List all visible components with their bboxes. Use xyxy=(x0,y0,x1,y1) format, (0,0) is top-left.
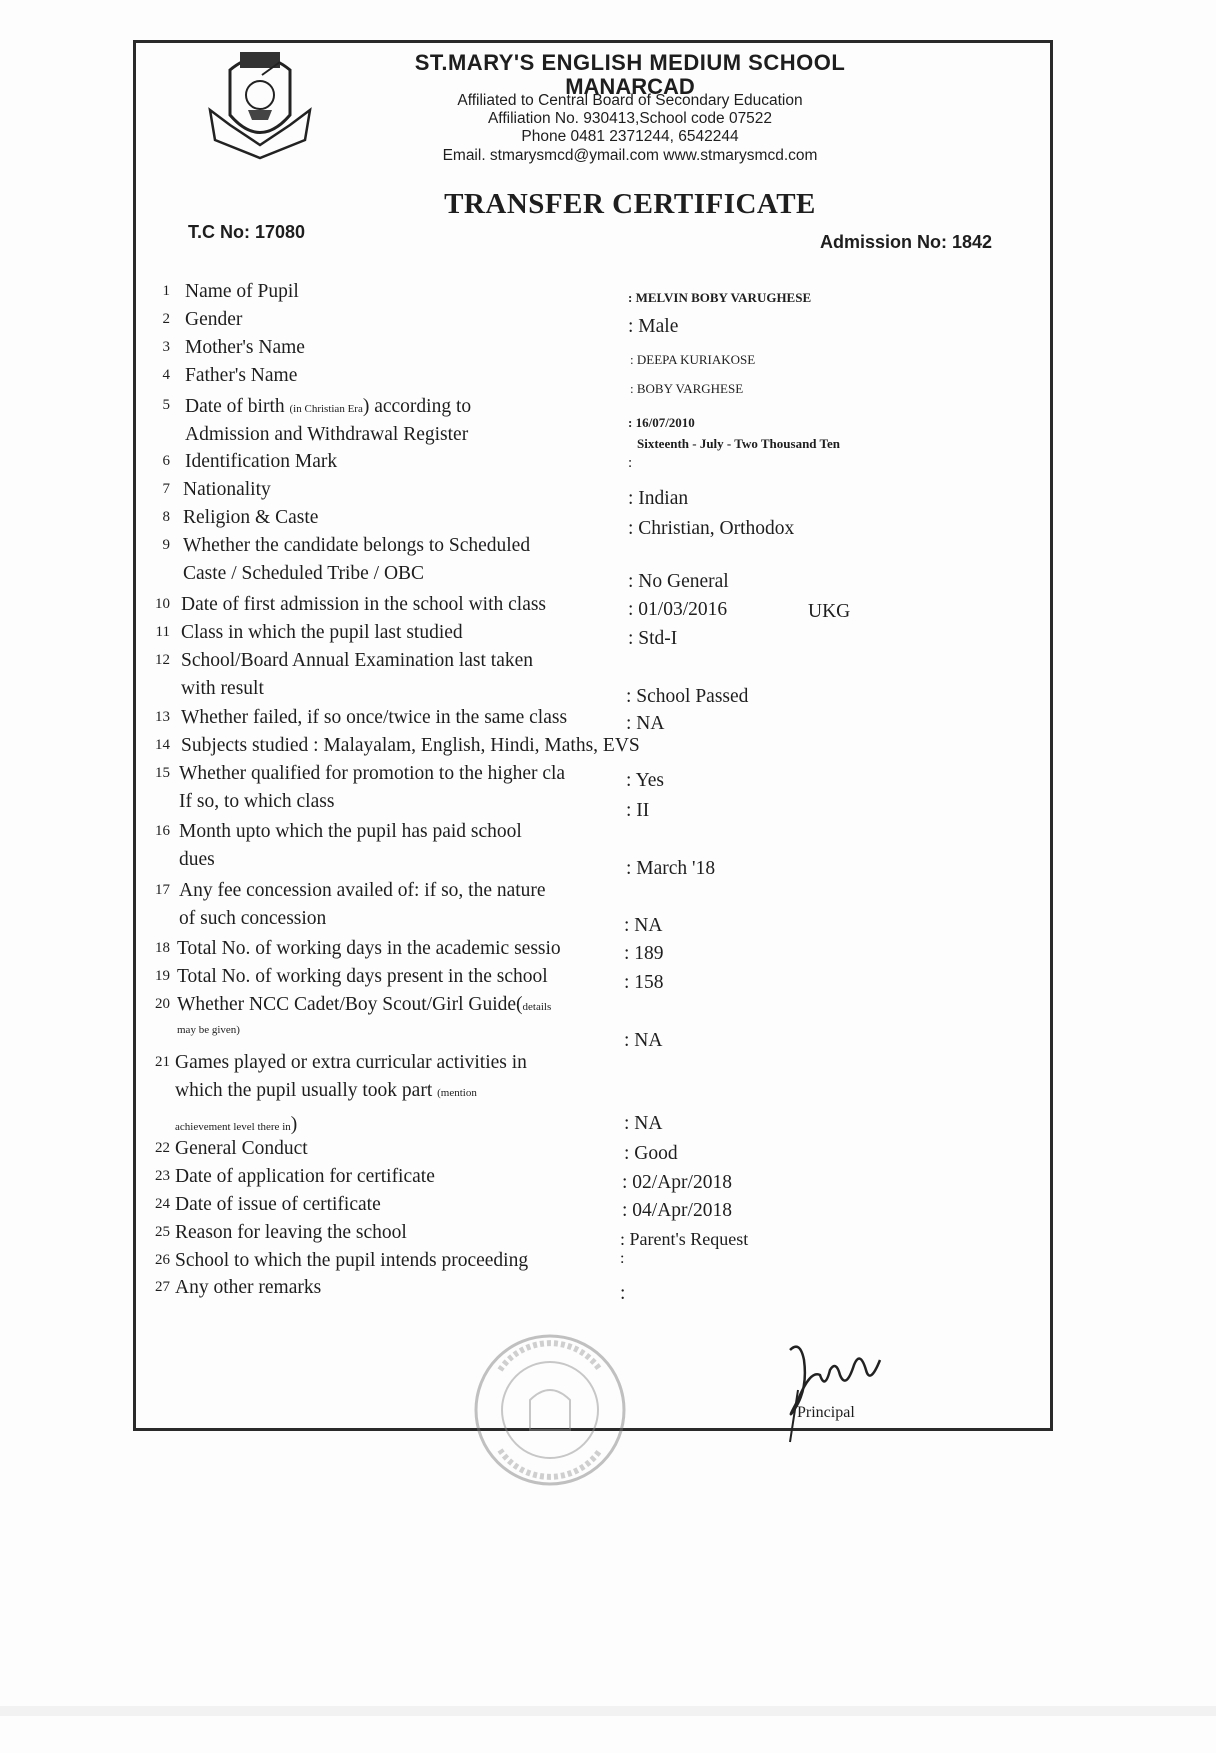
item-label: Total No. of working days present in the school xyxy=(177,966,548,987)
item-label: Month upto which the pupil has paid school xyxy=(179,821,522,842)
scan-edge xyxy=(0,1706,1216,1716)
item-value: : Yes xyxy=(626,770,664,791)
item-value: : 189 xyxy=(624,943,664,964)
item-value: : 158 xyxy=(624,972,664,993)
item-value: : BOBY VARGHESE xyxy=(630,381,744,396)
item-value: : Good xyxy=(624,1143,678,1164)
phone-line: Phone 0481 2371244, 6542244 xyxy=(521,128,739,145)
item-value: : 04/Apr/2018 xyxy=(622,1200,732,1221)
school-town: MANARCAD xyxy=(565,74,695,99)
item-label: Whether failed, if so once/twice in the same class xyxy=(181,707,568,728)
document-title: TRANSFER CERTIFICATE xyxy=(444,188,816,220)
item-label-note-continued: achievement level there in) xyxy=(175,1114,298,1135)
item-number: 26 xyxy=(155,1252,170,1268)
item-value: : NA xyxy=(624,1113,663,1134)
item-number: 11 xyxy=(155,624,170,640)
item-value: : NA xyxy=(624,1030,663,1051)
item-label: Identification Mark xyxy=(185,451,338,472)
item-label: General Conduct xyxy=(175,1138,308,1159)
item-number: 18 xyxy=(155,940,170,956)
item-number: 4 xyxy=(162,367,170,383)
item-number: 22 xyxy=(155,1140,170,1156)
item-value: : DEEPA KURIAKOSE xyxy=(630,352,756,367)
item-value: : NA xyxy=(624,915,663,936)
item-label: School to which the pupil intends proceeding xyxy=(175,1250,529,1271)
item-label: Class in which the pupil last studied xyxy=(181,622,463,643)
item-number: 8 xyxy=(162,509,170,525)
item-label: Religion & Caste xyxy=(183,507,319,528)
item-value: : Male xyxy=(628,316,679,337)
item-label-continued: which the pupil usually took part (mention xyxy=(175,1080,477,1101)
item-value-in-words: Sixteenth - July - Two Thousand Ten xyxy=(637,436,841,451)
item-value-class: UKG xyxy=(808,601,851,622)
item-label: Gender xyxy=(185,309,243,330)
item-value: : NA xyxy=(626,713,665,734)
item-label: Father's Name xyxy=(185,365,298,386)
item-number: 17 xyxy=(155,882,170,898)
principal-signature xyxy=(770,1330,910,1450)
item-label: School/Board Annual Examination last taken xyxy=(181,650,534,671)
item-label: Date of issue of certificate xyxy=(175,1194,381,1215)
item-number: 9 xyxy=(162,537,170,553)
item-label-continued: with result xyxy=(181,678,264,699)
item-label: Mother's Name xyxy=(185,337,305,358)
item-number: 21 xyxy=(155,1054,170,1070)
item-number: 5 xyxy=(162,397,170,413)
item-number: 14 xyxy=(155,737,170,753)
item-label-note-continued: may be given) xyxy=(177,1024,240,1036)
affiliation-line: Affiliated to Central Board of Secondary Education xyxy=(457,92,803,109)
item-number: 19 xyxy=(155,968,170,984)
item-number: 7 xyxy=(162,481,170,497)
item-label: Any other remarks xyxy=(175,1277,322,1298)
item-label: Subjects studied : Malayalam, English, Hindi, Maths, EVS xyxy=(181,735,640,756)
item-value: : School Passed xyxy=(626,686,749,707)
item-value: : Indian xyxy=(628,488,689,509)
item-label-continued: If so, to which class xyxy=(179,791,335,812)
item-number: 16 xyxy=(155,823,170,839)
school-name: ST.MARY'S ENGLISH MEDIUM SCHOOL xyxy=(414,50,846,75)
item-value: : 02/Apr/2018 xyxy=(622,1172,732,1193)
item-number: 12 xyxy=(155,652,170,668)
colon-separator: : xyxy=(620,1283,626,1304)
item-number: 13 xyxy=(155,709,170,725)
item-number: 1 xyxy=(162,283,170,299)
item-label-continued: of such concession xyxy=(179,908,327,929)
item-number: 10 xyxy=(155,596,170,612)
affiliation-number-line: Affiliation No. 930413,School code 07522 xyxy=(487,110,773,127)
item-number: 2 xyxy=(162,311,170,327)
item-label: Any fee concession availed of: if so, the nature xyxy=(179,880,546,901)
item-number: 24 xyxy=(155,1196,170,1212)
item-label-continued: Caste / Scheduled Tribe / OBC xyxy=(183,563,425,584)
item-label: Whether qualified for promotion to the higher cla xyxy=(179,763,566,784)
item-value: : March '18 xyxy=(626,858,716,879)
item-number: 6 xyxy=(162,453,170,469)
admission-number: Admission No: 1842 xyxy=(820,232,993,252)
item-label: Date of first admission in the school with class xyxy=(181,594,547,615)
item-label: Name of Pupil xyxy=(185,281,299,302)
item-number: 23 xyxy=(155,1168,170,1184)
tc-number: T.C No: 17080 xyxy=(188,222,306,242)
colon-separator: : xyxy=(628,455,633,471)
item-value: : MELVIN BOBY VARUGHESE xyxy=(628,290,812,305)
school-crest-logo xyxy=(200,40,320,160)
item-label: Games played or extra curricular activities in xyxy=(175,1052,527,1073)
item-label: Reason for leaving the school xyxy=(175,1222,407,1243)
email-line: Email. stmarysmcd@ymail.com www.stmarysmcd.com xyxy=(442,147,818,164)
item-label-continued: Admission and Withdrawal Register xyxy=(185,424,469,445)
item-label: Date of birth (in Christian Era) according to xyxy=(185,396,472,417)
item-value: : Parent's Request xyxy=(620,1229,749,1249)
item-label: Nationality xyxy=(183,479,271,500)
item-number: 20 xyxy=(155,996,170,1012)
item-number: 15 xyxy=(155,765,170,781)
item-label: Whether NCC Cadet/Boy Scout/Girl Guide(details xyxy=(177,994,552,1015)
item-value: : Std-I xyxy=(628,628,678,649)
item-value: : No General xyxy=(628,571,729,592)
item-label-continued: dues xyxy=(179,849,215,870)
item-label: Whether the candidate belongs to Scheduled xyxy=(183,535,531,556)
school-seal-stamp xyxy=(470,1330,630,1490)
item-value: : 01/03/2016 xyxy=(628,599,728,620)
item-value-class: : II xyxy=(626,800,650,821)
item-label: Total No. of working days in the academic sessio xyxy=(177,938,561,959)
item-value: : xyxy=(620,1250,625,1267)
item-number: 3 xyxy=(162,339,170,355)
item-value: : Christian, Orthodox xyxy=(628,518,795,539)
item-label: Date of application for certificate xyxy=(175,1166,435,1187)
item-number: 25 xyxy=(155,1224,170,1240)
principal-label: Principal xyxy=(797,1404,855,1421)
item-number: 27 xyxy=(155,1279,170,1295)
item-value: : 16/07/2010 xyxy=(628,415,695,430)
